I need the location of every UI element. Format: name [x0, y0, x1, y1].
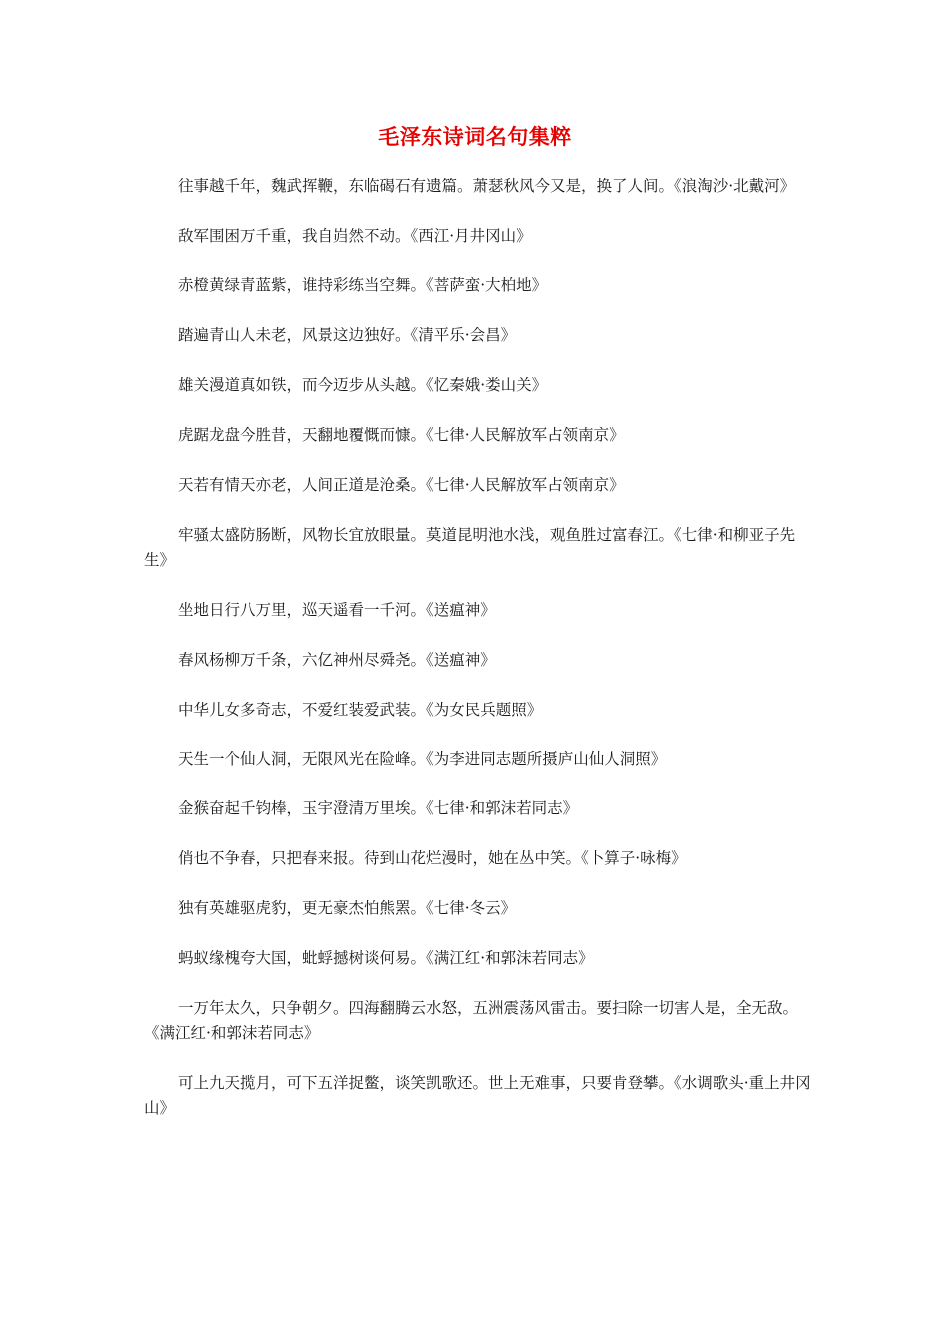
quote-paragraph: 坐地日行八万里，巡天遥看一千河。《送瘟神》 — [178, 601, 496, 619]
quote-paragraph: 俏也不争春，只把春来报。待到山花烂漫时，她在丛中笑。《卜算子·咏梅》 — [178, 849, 687, 867]
quote-paragraph: 踏遍青山人未老，风景这边独好。《清平乐·会昌》 — [178, 326, 517, 344]
quote-paragraph: 虎踞龙盘今胜昔，天翻地覆慨而慷。《七律·人民解放军占领南京》 — [178, 426, 625, 444]
quote-paragraph: 敌军围困万千重，我自岿然不动。《西江·月井冈山》 — [178, 227, 532, 245]
quote-paragraph: 中华儿女多奇志，不爱红装爱武装。《为女民兵题照》 — [178, 701, 543, 719]
quote-paragraph: 一万年太久，只争朝夕。四海翻腾云水怒，五洲震荡风雷击。要扫除一切害人是，全无敌。《满江红·和郭沫若同志》 — [144, 999, 799, 1042]
quote-paragraph: 独有英雄驱虎豹，更无豪杰怕熊罴。《七律·冬云》 — [178, 899, 517, 917]
quote-paragraph: 天若有情天亦老，人间正道是沧桑。《七律·人民解放军占领南京》 — [178, 476, 625, 494]
quote-paragraph: 春风杨柳万千条，六亿神州尽舜尧。《送瘟神》 — [178, 651, 496, 669]
quote-paragraph: 往事越千年，魏武挥鞭，东临碣石有遗篇。萧瑟秋风今又是，换了人间。《浪淘沙·北戴河》 — [178, 177, 796, 195]
quote-paragraph: 可上九天揽月，可下五洋捉鳖，谈笑凯歌还。世上无难事，只要肯登攀。《水调歌头·重上井冈山》 — [144, 1074, 811, 1117]
document-title: 毛泽东诗词名句集粹 — [378, 124, 572, 149]
quote-paragraph: 金猴奋起千钧棒，玉宇澄清万里埃。《七律·和郭沫若同志》 — [178, 799, 579, 817]
quote-paragraph: 雄关漫道真如铁，而今迈步从头越。《忆秦娥·娄山关》 — [178, 376, 548, 394]
quote-paragraph: 牢骚太盛防肠断，风物长宜放眼量。莫道昆明池水浅，观鱼胜过富春江。《七律·和柳亚子先生》 — [144, 526, 796, 569]
quote-paragraph: 天生一个仙人洞，无限风光在险峰。《为李进同志题所摄庐山仙人洞照》 — [178, 750, 667, 768]
quote-paragraph: 赤橙黄绿青蓝紫，谁持彩练当空舞。《菩萨蛮·大柏地》 — [178, 276, 548, 294]
quote-paragraph: 蚂蚁缘槐夸大国，蚍蜉撼树谈何易。《满江红·和郭沫若同志》 — [178, 949, 594, 967]
